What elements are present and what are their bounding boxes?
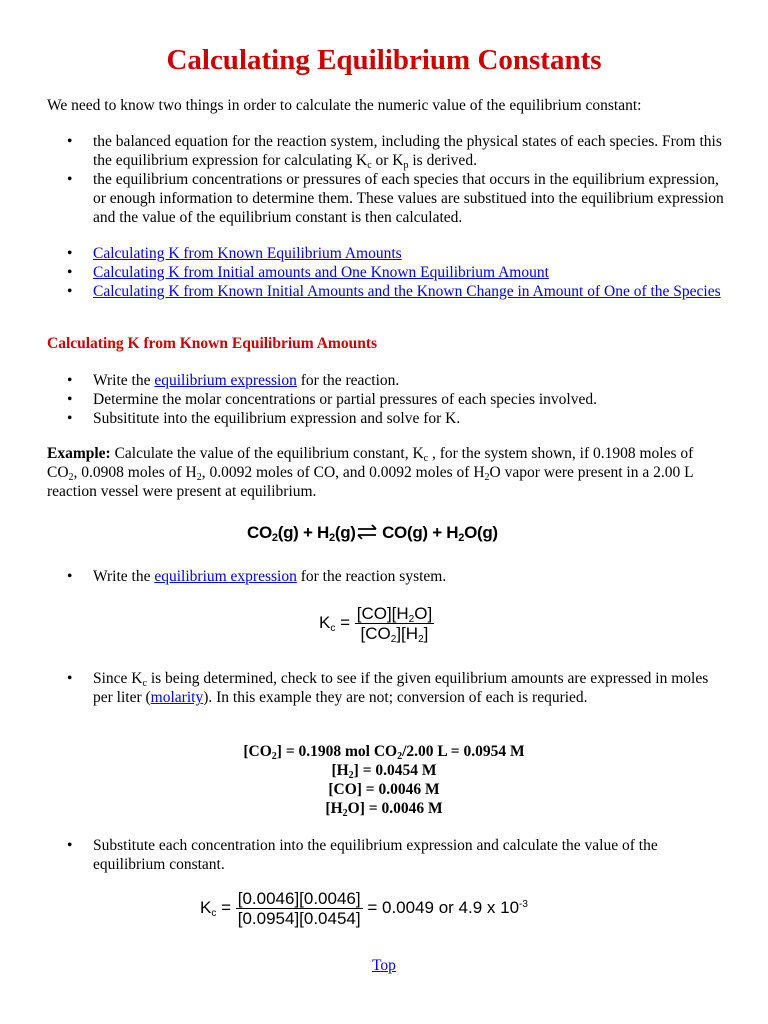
since-list [47,669,727,707]
toc-item [47,282,727,301]
concentration-co: [CO] = 0.0046 M [328,781,440,798]
concentration-co2: $[CO_2] = 0.1908$ mol $CO_2/2.00$ L = 0.0954 M [243,743,525,762]
concentrations-block [0,742,768,818]
requirement-item: • the equilibrium concentrations or pressures of each species that occurs in the equilibrium expression, or enough information to determine them. These values are substitued into the equilibrium expression and the value of the equilibrium constant is then calculated. [47,170,727,227]
top-link-container [0,956,768,975]
page-title: Calculating Equilibrium Constants [166,44,602,76]
step-item: • Subsititute into the equilibrium expression and solve for K. [47,409,727,428]
toc-item [47,263,727,282]
toc-link-known-change[interactable]: Calculating K from Known Initial Amounts and the Known Change in Amount of One of the Species [93,283,721,300]
concentration-h2o: $[H_2O] = 0.0046$ M [325,800,443,819]
equilibrium-arrows-icon [356,522,378,542]
kc-fraction: $\frac{[CO][H_2O]}{[CO_2][H_2]}$ [356,604,433,645]
requirement-item: • the balanced equation for the reaction system, including the physical states of each species. From this the equilibrium expression for calculating $K_c$ or $K_p$ is derived. [47,132,727,170]
step-item: • Write the equilibrium expression for the reaction system. [47,567,727,586]
kc-expression: $K_c$ = $\frac{[CO][H_2O]}{[CO_2][H_2]}$ [319,604,433,645]
kc-result-equation: $K_c$ = $\frac{[0.0046][0.0046]}{[0.0954][0.0454]}$ = 0.0049 or 4.9 x $10^{-3}$ [200,889,528,928]
steps-list [47,371,727,428]
toc-link-known-equilibrium[interactable]: Calculating K from Known Equilibrium Amounts [93,245,402,262]
substitute-list [47,836,727,874]
intro-text: We need to know two things in order to calculate the numeric value of the equilibrium constant: [47,97,642,114]
kc-result-fraction: $\frac{[0.0046][0.0046]}{[0.0954][0.0454]}$ [237,889,361,928]
step-item: • Substitute each concentration into the equilibrium expression and calculate the value of the equilibrium constant. [47,836,727,874]
step-item: • Since $K_c$ is being determined, check to see if the given equilibrium amounts are expressed in moles per liter (molarity). In this example they are not; conversion of each is requried. [47,669,727,707]
top-link[interactable]: Top [372,957,396,974]
example-paragraph: Example: Calculate the value of the equilibrium constant, $K_c$ , for the system shown, if 0.1908 moles of $CO_2$, 0.0908 moles of $H_2$, 0.0092 moles of CO, and 0.0092 moles of $H_2O$ vapor were present in a 2.00 L reaction vessel were present at equilibrium. [47,445,694,500]
reaction-equation: $CO_2(g) + H_2(g) CO(g) + H_2O(g)$ [247,523,498,544]
equilibrium-expression-link[interactable]: equilibrium expression [154,372,297,389]
equilibrium-expression-link[interactable]: equilibrium expression [154,568,297,585]
concentration-h2: $[H_2] = 0.0454$ M [331,762,437,781]
toc-item [47,244,727,263]
step-item: • Write the equilibrium expression for the reaction. [47,371,727,390]
step-item: • Determine the molar concentrations or partial pressures of each species involved. [47,390,727,409]
requirements-list [47,132,727,227]
molarity-link[interactable]: molarity [150,689,204,706]
toc-link-initial-one-known[interactable]: Calculating K from Initial amounts and One Known Equilibrium Amount [93,264,549,281]
section-heading: Calculating K from Known Equilibrium Amounts [47,335,378,352]
toc-list [47,244,727,301]
write-step-list [47,567,727,586]
